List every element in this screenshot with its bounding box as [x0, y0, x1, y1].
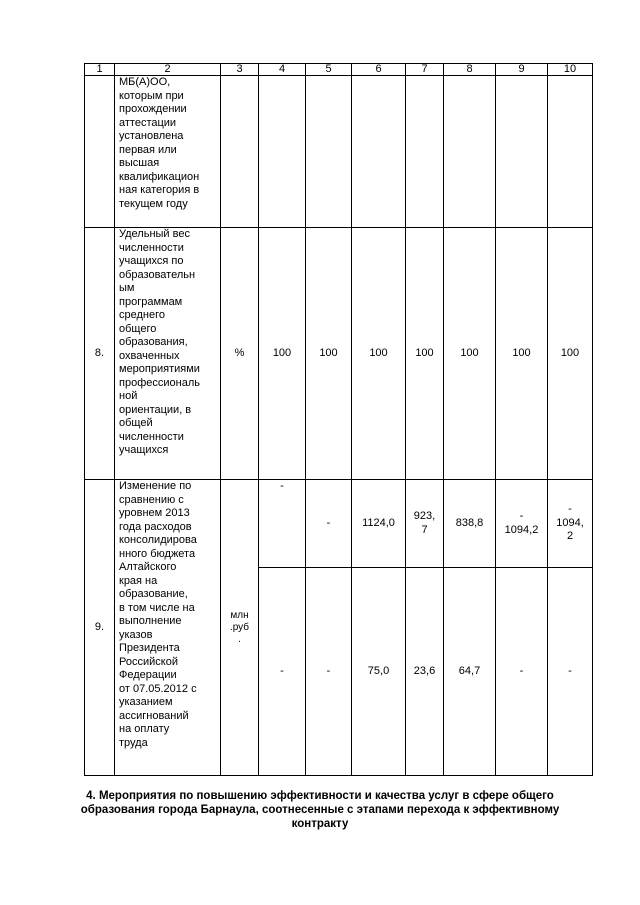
value-cell: [406, 76, 444, 228]
value-cell: 23,6: [406, 568, 444, 776]
unit: млн .руб .: [221, 480, 259, 776]
value-cell: 100: [406, 228, 444, 480]
value-cell: -: [259, 480, 306, 568]
table-row-8: [85, 228, 593, 480]
value-cell: [352, 76, 406, 228]
column-number: 3: [221, 64, 259, 76]
column-number: 7: [406, 64, 444, 76]
value-cell: -: [259, 568, 306, 776]
value-cell: -: [548, 568, 593, 776]
column-number: 5: [306, 64, 352, 76]
row-number: 9.: [85, 480, 115, 776]
value-cell: 100: [306, 228, 352, 480]
column-number: 2: [115, 64, 221, 76]
column-number: 8: [444, 64, 496, 76]
column-number: 9: [496, 64, 548, 76]
indicator-description-part: Изменение по сравнению с уровнем 2013 года расходов консолидирова нного бюджета: [119, 480, 197, 560]
unit-cell: [221, 76, 259, 228]
value-cell: - 1094,2: [496, 480, 548, 568]
column-number: 1: [85, 64, 115, 76]
value-cell: -: [306, 568, 352, 776]
value-cell: [259, 76, 306, 228]
row-number: 8.: [85, 228, 115, 480]
indicator-description: МБ(А)ОО, которым при прохождении аттестации установлена первая или высшая квалификацион ная категория в текущем году: [115, 76, 221, 228]
value-cell: 100: [444, 228, 496, 480]
column-number: 6: [352, 64, 406, 76]
value-cell: 100: [496, 228, 548, 480]
indicator-description: Удельный вес численности учащихся по образовательн ым программам среднего общего образования, охваченных мероприятиями профессиональ ной ориентации, в общей численности учащихся: [115, 228, 221, 480]
unit: %: [221, 228, 259, 480]
table-row-9: [85, 480, 593, 568]
row-number-cell: [85, 76, 115, 228]
indicators-table: [84, 63, 593, 776]
indicator-description: [115, 480, 221, 776]
value-cell: 75,0: [352, 568, 406, 776]
value-cell: 100: [548, 228, 593, 480]
indicator-description-part: Алтайского края на образование, в том числе на выполнение указов Президента Российской Федерации от 07.05.2012 с указанием ассигнований на оплату труда: [119, 561, 197, 749]
column-number: 10: [548, 64, 593, 76]
value-cell: 64,7: [444, 568, 496, 776]
value-cell: -: [306, 480, 352, 568]
value-cell: [444, 76, 496, 228]
value-cell: 100: [259, 228, 306, 480]
table-row-continuation: [85, 76, 593, 228]
value-cell: 100: [352, 228, 406, 480]
value-cell: 923, 7: [406, 480, 444, 568]
value-cell: 1124,0: [352, 480, 406, 568]
value-cell: - 1094, 2: [548, 480, 593, 568]
value-cell: 838,8: [444, 480, 496, 568]
column-number-row: [85, 64, 593, 76]
value-cell: [496, 76, 548, 228]
value-cell: -: [496, 568, 548, 776]
value-cell: [306, 76, 352, 228]
section-heading: 4. Мероприятия по повышению эффективности и качества услуг в сфере общего образования города Барнаула, соотнесенные с этапами перехода к эффективному контракту: [80, 790, 560, 830]
value-cell: [548, 76, 593, 228]
column-number: 4: [259, 64, 306, 76]
